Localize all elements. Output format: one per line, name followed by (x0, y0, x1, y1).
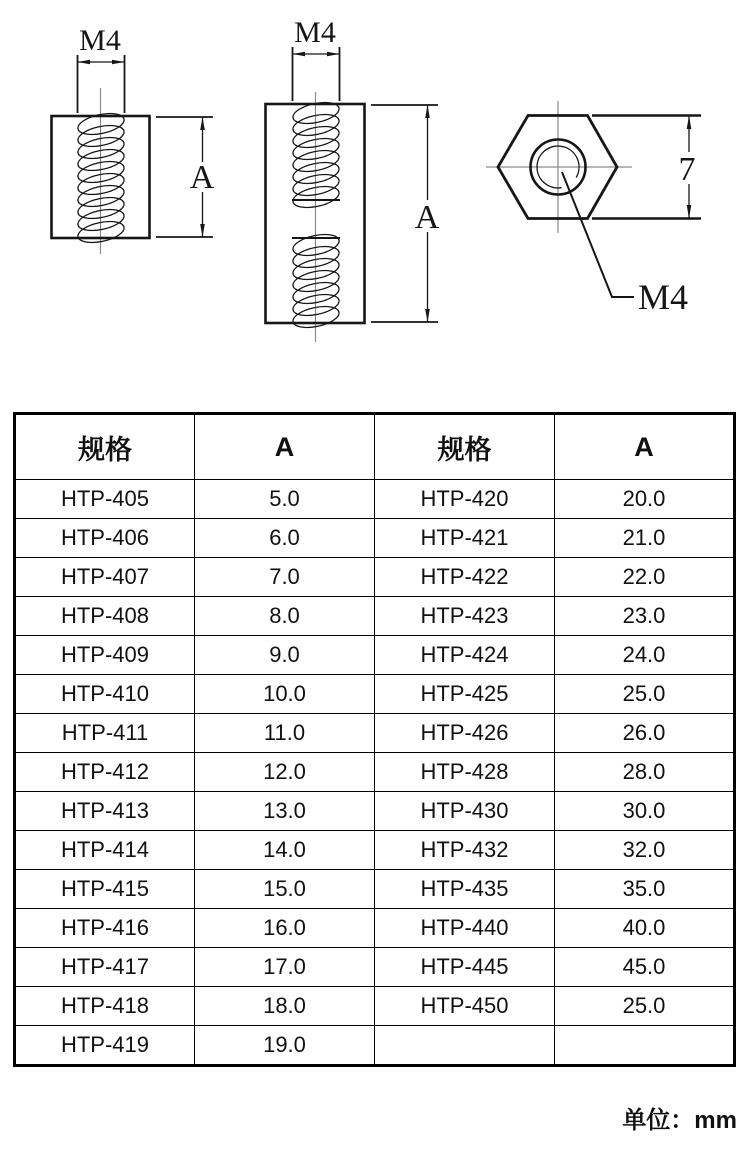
dimension-cell: 6.0 (195, 518, 375, 557)
across-flats-label: 7 (678, 151, 696, 188)
spec-cell: HTP-428 (375, 752, 555, 791)
spec-cell: HTP-413 (15, 791, 195, 830)
header-a-right: A (555, 414, 735, 480)
spec-cell: HTP-422 (375, 557, 555, 596)
spec-cell: HTP-420 (375, 480, 555, 519)
dimension-cell: 28.0 (555, 752, 735, 791)
table-row (15, 713, 735, 752)
dimension-cell: 30.0 (555, 791, 735, 830)
dimension-cell: 19.0 (195, 1025, 375, 1065)
dimension-cell: 40.0 (555, 908, 735, 947)
length-label: A (189, 159, 215, 196)
spec-cell: HTP-419 (15, 1025, 195, 1065)
dimension-cell: 13.0 (195, 791, 375, 830)
spec-cell: HTP-407 (15, 557, 195, 596)
spec-cell: HTP-412 (15, 752, 195, 791)
table-row (15, 480, 735, 519)
length-label: A (414, 199, 440, 236)
spec-cell (375, 1025, 555, 1065)
spec-cell: HTP-440 (375, 908, 555, 947)
dimension-cell: 26.0 (555, 713, 735, 752)
spec-cell: HTP-450 (375, 986, 555, 1025)
spec-cell: HTP-445 (375, 947, 555, 986)
side-view-short (52, 24, 215, 254)
thread-callout-label: M4 (638, 277, 689, 317)
table-row (15, 518, 735, 557)
dimension-cell (555, 1025, 735, 1065)
engineering-drawing (0, 0, 750, 390)
table-row (15, 557, 735, 596)
m4-leader (562, 172, 688, 317)
dimension-cell: 10.0 (195, 674, 375, 713)
thread-size-label: M4 (294, 16, 336, 49)
spec-table (13, 412, 736, 1067)
spec-cell: HTP-408 (15, 596, 195, 635)
dimension-cell: 7.0 (195, 557, 375, 596)
dimension-cell: 20.0 (555, 480, 735, 519)
dimension-cell: 14.0 (195, 830, 375, 869)
spec-cell: HTP-432 (375, 830, 555, 869)
dimension-cell: 32.0 (555, 830, 735, 869)
dimension-cell: 24.0 (555, 635, 735, 674)
dimension-cell: 25.0 (555, 986, 735, 1025)
hex-end-view (486, 101, 701, 317)
m4-dimension (293, 16, 340, 101)
spec-cell: HTP-418 (15, 986, 195, 1025)
spec-cell: HTP-426 (375, 713, 555, 752)
dimension-cell: 15.0 (195, 869, 375, 908)
dimension-cell: 9.0 (195, 635, 375, 674)
spec-cell: HTP-406 (15, 518, 195, 557)
spec-cell: HTP-411 (15, 713, 195, 752)
table-row (15, 596, 735, 635)
spec-cell: HTP-430 (375, 791, 555, 830)
table-row (15, 947, 735, 986)
table-row (15, 986, 735, 1025)
table-row (15, 830, 735, 869)
spec-cell: HTP-410 (15, 674, 195, 713)
table-row (15, 908, 735, 947)
dimension-cell: 45.0 (555, 947, 735, 986)
length-dimension (156, 117, 215, 237)
header-spec-right: 规格 (375, 414, 555, 480)
table-row (15, 791, 735, 830)
length-dimension (371, 105, 440, 322)
dimension-cell: 5.0 (195, 480, 375, 519)
table-row (15, 635, 735, 674)
dimension-cell: 23.0 (555, 596, 735, 635)
table-row (15, 1025, 735, 1065)
unit-note: 单位：mm (622, 1107, 737, 1134)
dimension-cell: 16.0 (195, 908, 375, 947)
spec-cell: HTP-415 (15, 869, 195, 908)
dimension-cell: 21.0 (555, 518, 735, 557)
header-row (15, 414, 735, 480)
spec-table-body (15, 480, 735, 1066)
dimension-cell: 35.0 (555, 869, 735, 908)
dimension-cell: 22.0 (555, 557, 735, 596)
spec-cell: HTP-435 (375, 869, 555, 908)
spec-cell: HTP-417 (15, 947, 195, 986)
spec-cell: HTP-405 (15, 480, 195, 519)
spec-cell: HTP-425 (375, 674, 555, 713)
spec-cell: HTP-414 (15, 830, 195, 869)
spec-cell: HTP-421 (375, 518, 555, 557)
table-row (15, 869, 735, 908)
spec-cell: HTP-416 (15, 908, 195, 947)
dimension-cell: 17.0 (195, 947, 375, 986)
dimension-cell: 8.0 (195, 596, 375, 635)
dimension-cell: 25.0 (555, 674, 735, 713)
header-spec-left: 规格 (15, 414, 195, 480)
dimension-cell: 11.0 (195, 713, 375, 752)
side-view-long (266, 16, 440, 342)
header-a-left: A (195, 414, 375, 480)
spec-cell: HTP-424 (375, 635, 555, 674)
table-row (15, 674, 735, 713)
spec-cell: HTP-423 (375, 596, 555, 635)
thread-size-label: M4 (79, 24, 121, 57)
spec-cell: HTP-409 (15, 635, 195, 674)
dimension-cell: 18.0 (195, 986, 375, 1025)
table-row (15, 752, 735, 791)
dimension-cell: 12.0 (195, 752, 375, 791)
